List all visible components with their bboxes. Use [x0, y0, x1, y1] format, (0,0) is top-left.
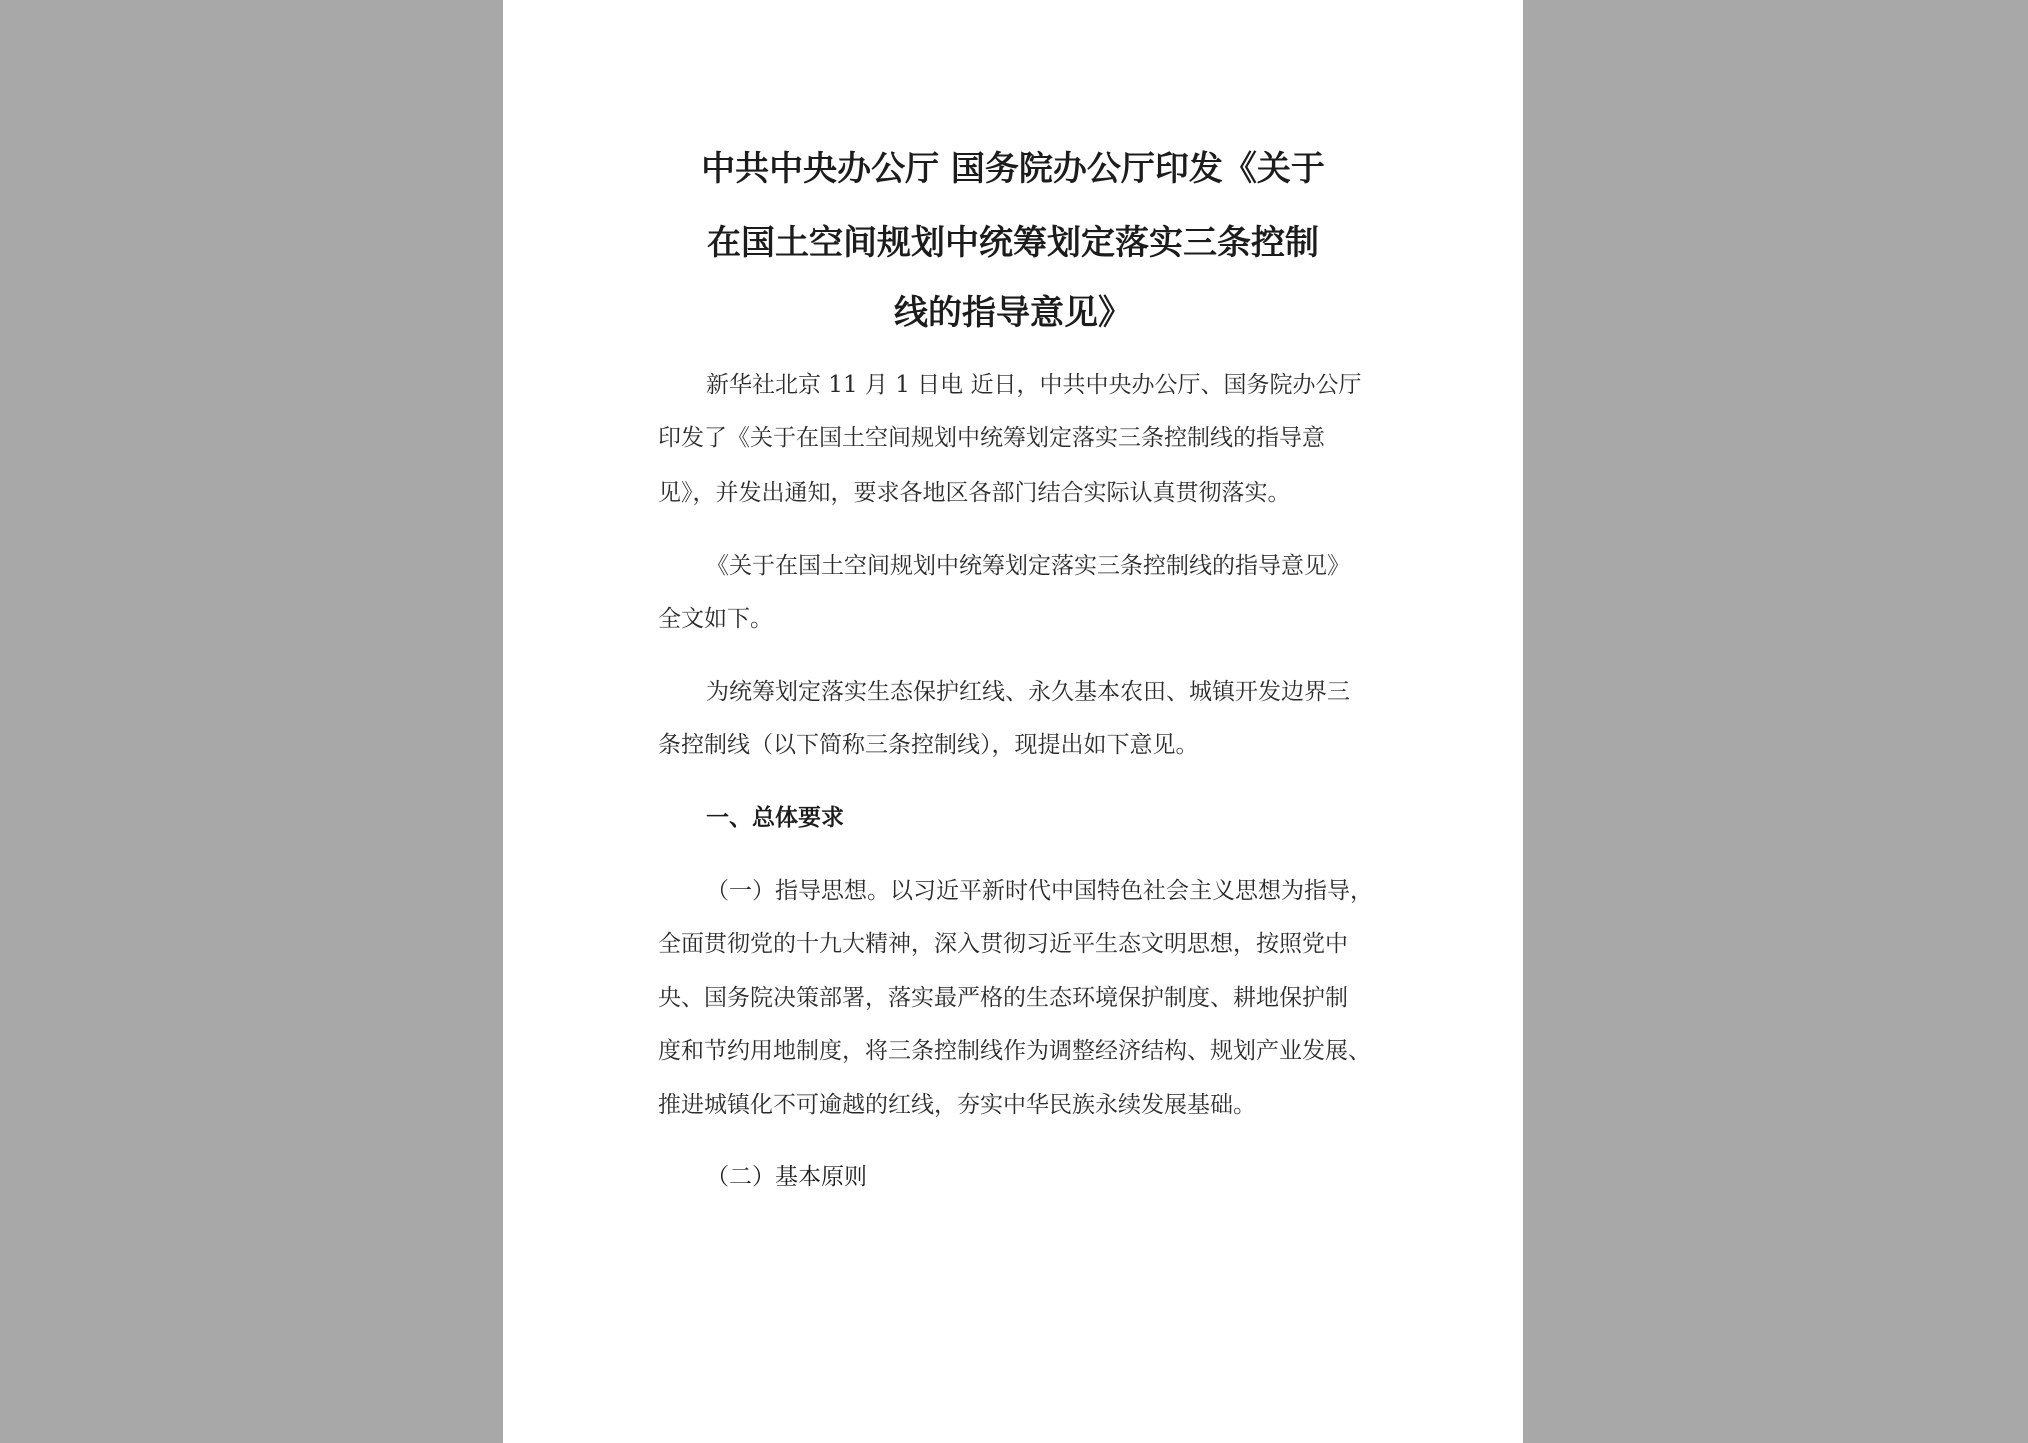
paragraph-4-line-5: 推进城镇化不可逾越的红线，夯实中华民族永续发展基础。	[658, 1092, 1256, 1118]
paragraph-1-line-2: 印发了《关于在国土空间规划中统筹划定落实三条控制线的指导意	[658, 425, 1325, 451]
paragraph-2-line-1: 《关于在国土空间规划中统筹划定落实三条控制线的指导意见》	[706, 553, 1350, 579]
title-line-2: 在国土空间规划中统筹划定落实三条控制	[707, 223, 1319, 263]
paragraph-4-line-2: 全面贯彻党的十九大精神，深入贯彻习近平生态文明思想，按照党中	[658, 931, 1348, 957]
document-page	[503, 0, 1523, 1443]
paragraph-1-line-1: 新华社北京 11 月 1 日电 近日，中共中央办公厅、国务院办公厅	[706, 372, 1362, 398]
title-line-3: 线的指导意见》	[894, 293, 1132, 333]
paragraph-1-line-3: 见》，并发出通知，要求各地区各部门结合实际认真贯彻落实。	[658, 480, 1291, 506]
paragraph-2-line-2: 全文如下。	[658, 606, 773, 632]
paragraph-3-line-2: 条控制线（以下简称三条控制线），现提出如下意见。	[658, 732, 1199, 758]
title-line-1: 中共中央办公厅 国务院办公厅印发《关于	[701, 149, 1325, 189]
paragraph-4-line-3: 央、国务院决策部署，落实最严格的生态环境保护制度、耕地保护制	[658, 985, 1348, 1011]
paragraph-3-line-1: 为统筹划定落实生态保护红线、永久基本农田、城镇开发边界三	[706, 679, 1350, 705]
subsection-2-heading: （二）基本原则	[706, 1164, 867, 1190]
section-1-heading: 一、总体要求	[706, 805, 844, 831]
paragraph-4-line-1: （一）指导思想。以习近平新时代中国特色社会主义思想为指导，	[706, 878, 1373, 904]
paragraph-4-line-4: 度和节约用地制度，将三条控制线作为调整经济结构、规划产业发展、	[658, 1038, 1371, 1064]
